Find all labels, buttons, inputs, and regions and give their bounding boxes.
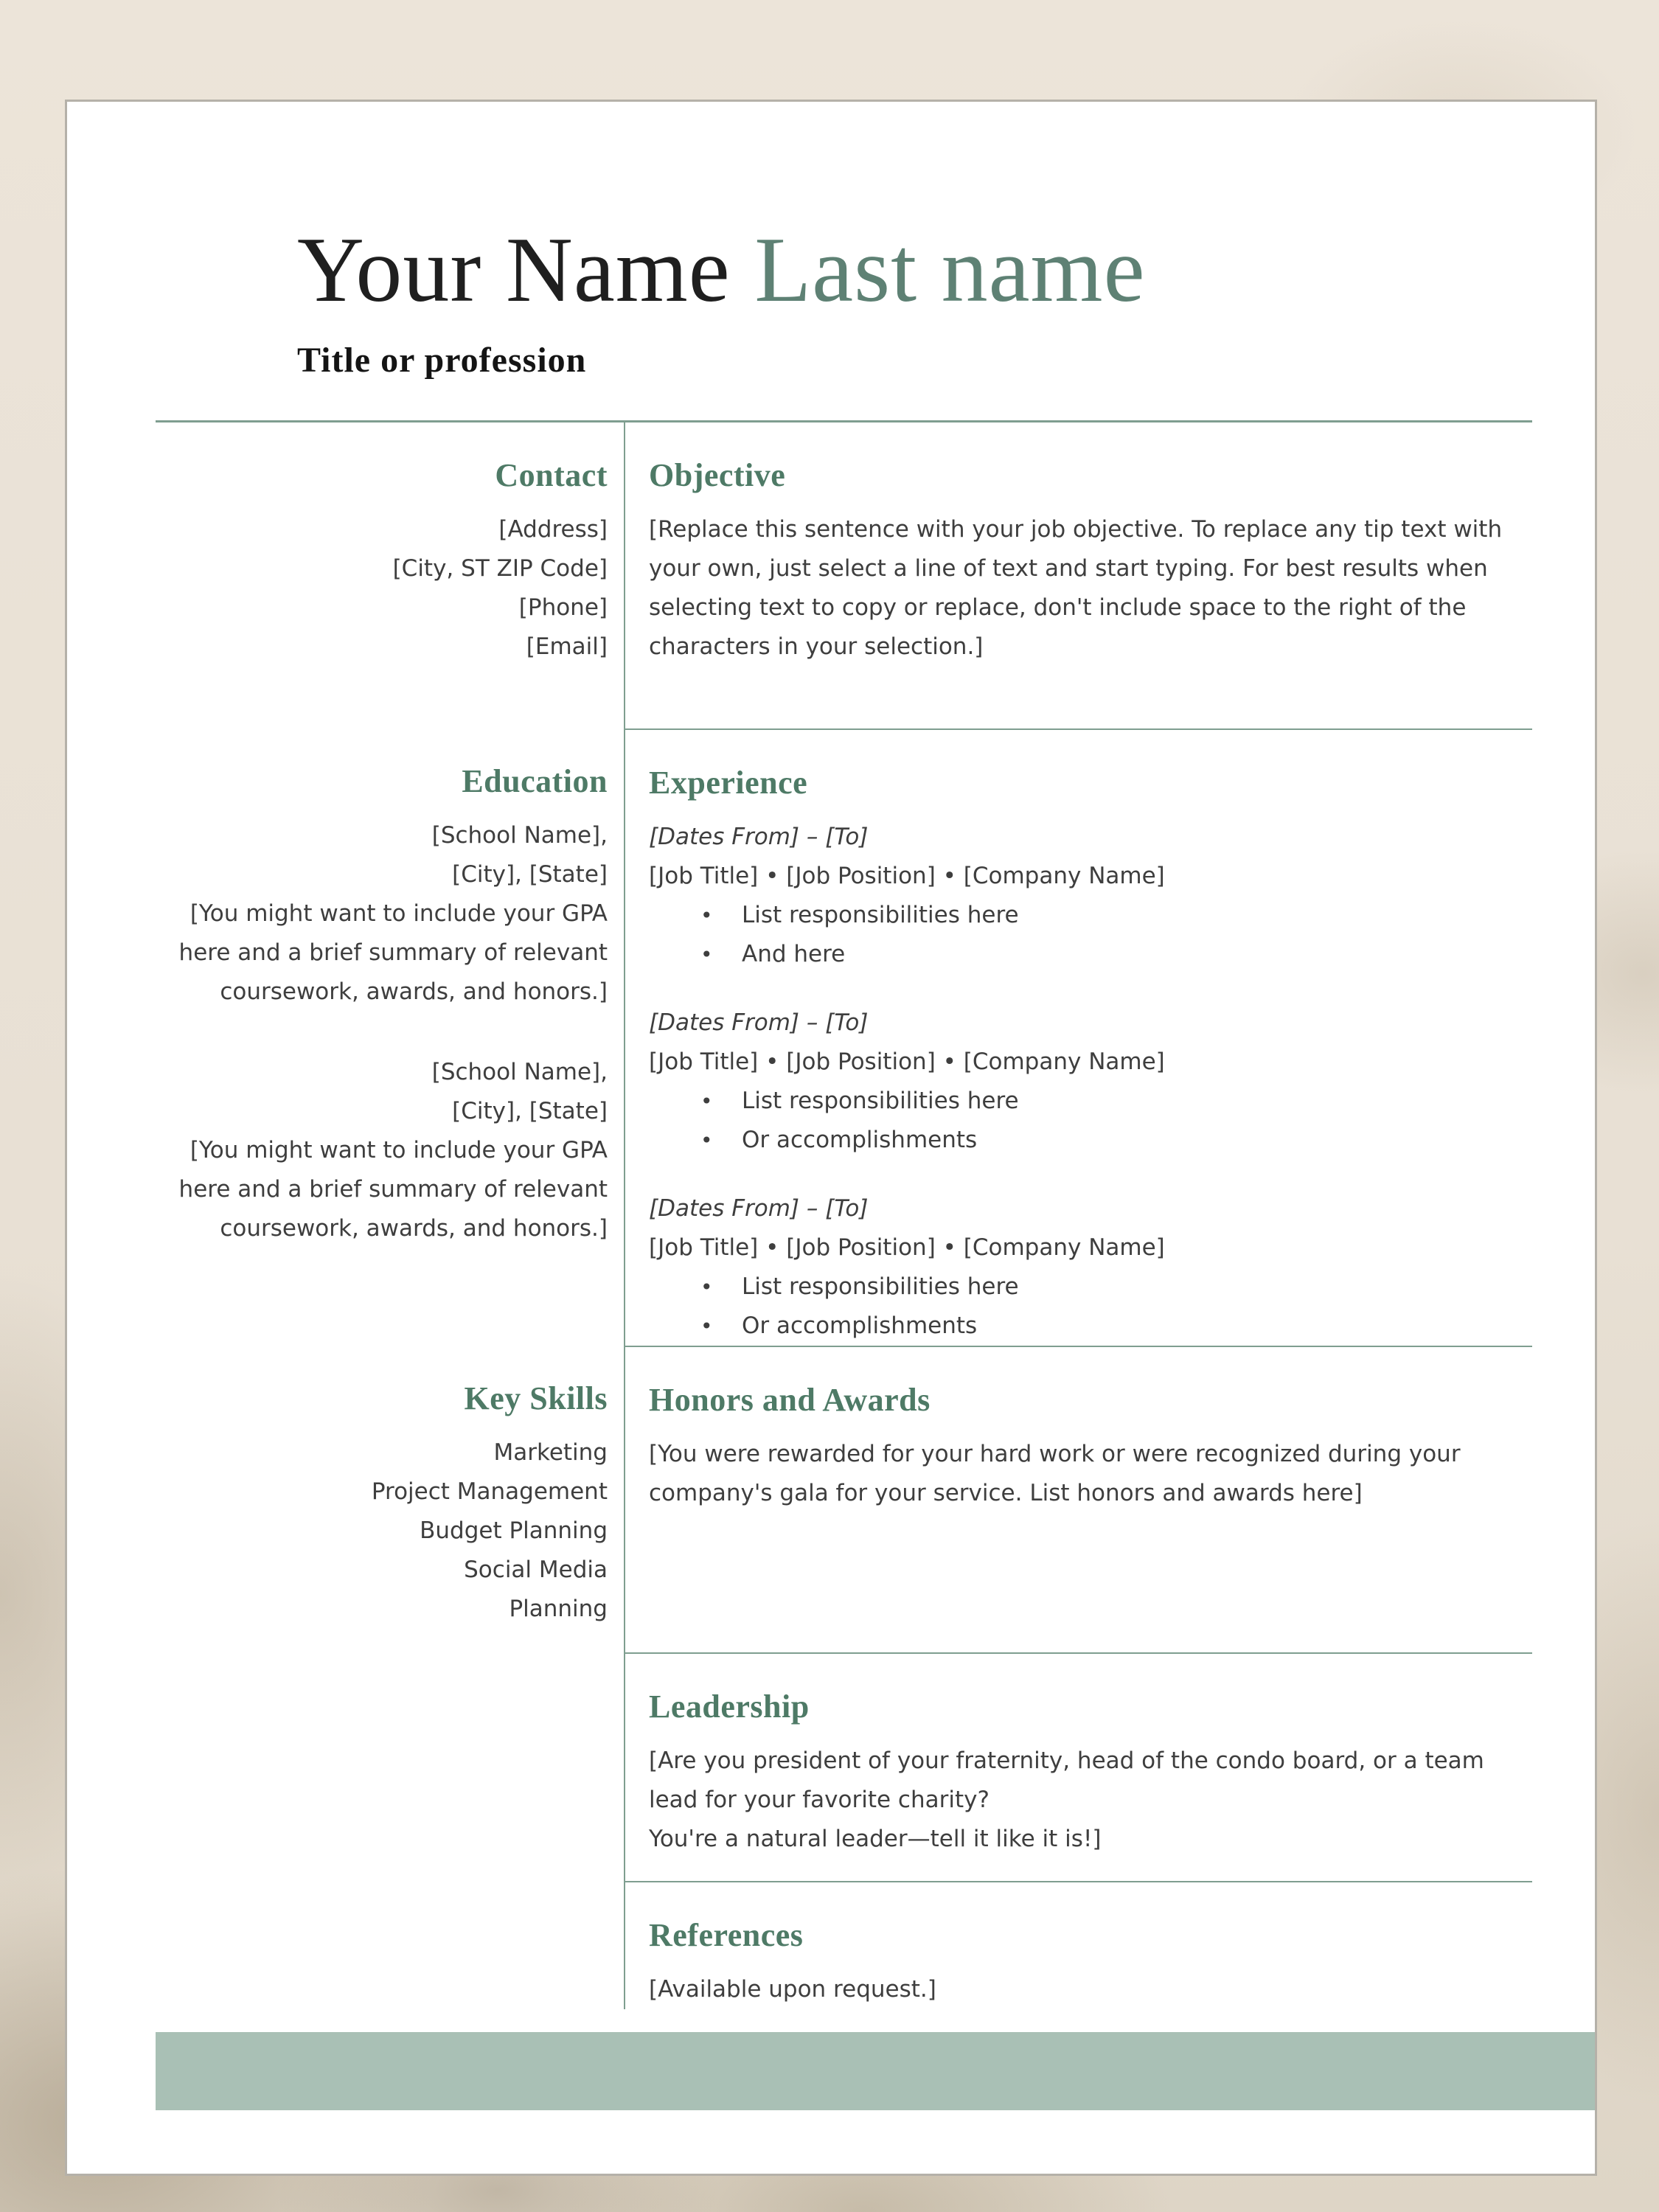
experience-bullet-text: List responsibilities here (742, 902, 1019, 929)
contact-section (156, 422, 625, 728)
education-location: [City], [State] (452, 1098, 608, 1125)
education-entry (176, 1053, 608, 1248)
page-content (156, 102, 1532, 2009)
experience-bullet-text: List responsibilities here (742, 1273, 1019, 1301)
row-contact-objective (156, 422, 1532, 728)
bullet-icon: • (700, 942, 713, 967)
last-name: Last name (754, 219, 1146, 321)
leadership-paragraph: You're a natural leader—tell it like it is!] (649, 1826, 1102, 1853)
skill-item: Social Media Planning (464, 1557, 608, 1623)
contact-heading: Contact (495, 457, 608, 494)
skill-item: Project Management (371, 1478, 608, 1506)
experience-title: [Job Title] • [Job Position] • [Company Name] (649, 1048, 1165, 1076)
contact-line: [Phone] (518, 594, 608, 622)
experience-bullet-text: Or accomplishments (742, 1127, 978, 1154)
experience-title: [Job Title] • [Job Position] • [Company Name] (649, 1234, 1165, 1262)
sidebar-spacer (156, 1881, 625, 2009)
leadership-paragraph: [Are you president of your fraternity, head of the condo board, or a team lead for your favorite charity? (649, 1747, 1484, 1814)
references-body: [Available upon request.] (649, 1976, 936, 2003)
honors-body: [You were rewarded for your hard work or were recognized during your company's gala for your service. List honors and awards here] (649, 1441, 1461, 1507)
resume-header (297, 102, 1532, 380)
profession-title: Title or profession (297, 341, 587, 380)
row-education-experience (156, 728, 1532, 1346)
key-skills-heading: Key Skills (464, 1380, 608, 1417)
contact-line: [City, ST ZIP Code] (392, 555, 608, 582)
experience-bullet (649, 896, 1532, 935)
footer-accent-bar (156, 2032, 1595, 2110)
bullet-icon: • (700, 1314, 713, 1339)
honors-heading: Honors and Awards (649, 1382, 931, 1419)
name-heading (297, 218, 1532, 322)
education-entry (176, 816, 608, 1012)
objective-body: [Replace this sentence with your job objective. To replace any tip text with your own, just select a line of text and start typing. For best results when selecting text to copy or replace, don't include space to the right of the characters in your selection.] (649, 516, 1503, 661)
education-school: [School Name], (431, 822, 608, 849)
bullet-icon: • (700, 1275, 713, 1300)
experience-entry (649, 1004, 1532, 1160)
experience-bullet (649, 1121, 1532, 1160)
experience-bullet-text: List responsibilities here (742, 1088, 1019, 1115)
experience-dates: [Dates From] – [To] (649, 1195, 869, 1222)
education-section (156, 728, 625, 1346)
references-section (625, 1881, 1532, 2009)
experience-entry (649, 1189, 1532, 1346)
row-references (156, 1881, 1532, 2009)
experience-bullet-text: And here (742, 941, 846, 968)
experience-bullet-text: Or accomplishments (742, 1312, 978, 1340)
references-heading: References (649, 1917, 804, 1954)
experience-bullet (649, 935, 1532, 974)
experience-entry (649, 818, 1532, 974)
objective-heading: Objective (649, 457, 786, 494)
sidebar-spacer (156, 1652, 625, 1881)
education-heading: Education (462, 763, 608, 800)
bullet-icon: • (700, 1089, 713, 1114)
resume-page (65, 100, 1597, 2176)
skill-item: Marketing (493, 1439, 608, 1467)
experience-dates: [Dates From] – [To] (649, 1009, 869, 1037)
experience-bullet (649, 1267, 1532, 1307)
contact-line: [Address] (498, 516, 608, 543)
contact-line: [Email] (526, 633, 608, 661)
row-leadership (156, 1652, 1532, 1881)
education-location: [City], [State] (452, 861, 608, 888)
skill-item: Budget Planning (420, 1517, 608, 1545)
experience-bullet (649, 1307, 1532, 1346)
experience-title: [Job Title] • [Job Position] • [Company Name] (649, 863, 1165, 890)
experience-heading: Experience (649, 765, 808, 801)
leadership-heading: Leadership (649, 1688, 810, 1725)
leadership-section (625, 1652, 1532, 1881)
bullet-icon: • (700, 903, 713, 928)
bullet-icon: • (700, 1128, 713, 1153)
education-note: [You might want to include your GPA here and a brief summary of relevant coursework, awards, and honors.] (178, 1137, 608, 1242)
objective-section (625, 422, 1532, 728)
experience-section (625, 728, 1532, 1346)
education-note: [You might want to include your GPA here and a brief summary of relevant coursework, awards, and honors.] (178, 900, 608, 1006)
education-school: [School Name], (431, 1059, 608, 1086)
honors-section (625, 1346, 1532, 1652)
key-skills-section (156, 1346, 625, 1652)
experience-bullet (649, 1082, 1532, 1121)
row-skills-honors (156, 1346, 1532, 1652)
experience-dates: [Dates From] – [To] (649, 824, 869, 851)
first-name: Your Name (297, 219, 731, 321)
